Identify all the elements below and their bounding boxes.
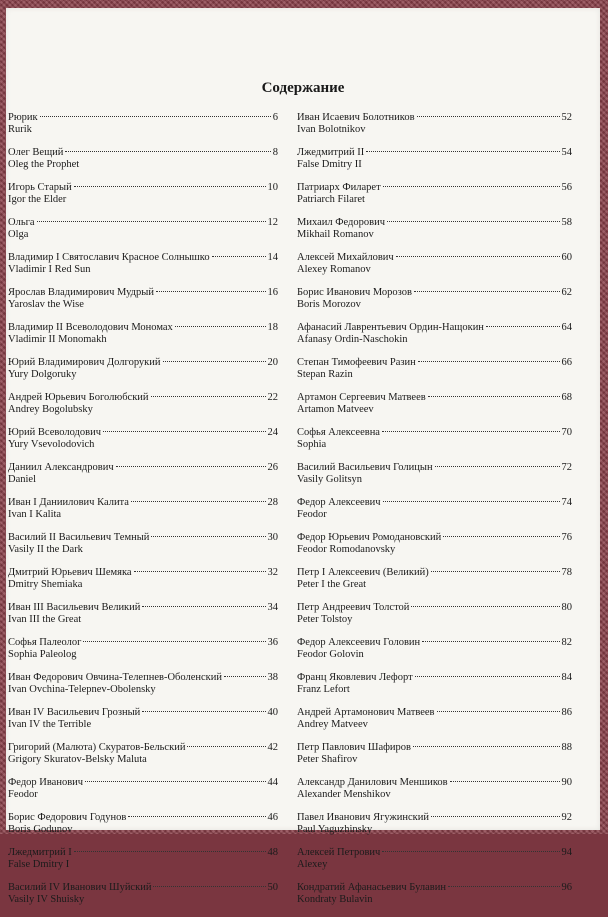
toc-entry-english-name: Sophia — [297, 439, 327, 450]
toc-entry-russian-line — [297, 567, 572, 579]
toc-entry-english-name: Ivan Bolotnikov — [297, 124, 366, 135]
toc-entry-russian-line — [8, 777, 278, 789]
toc-entry-russian-line — [297, 497, 572, 509]
toc-entry-russian-name: Юрий Владимирович Долгорукий — [8, 357, 161, 368]
toc-entry-english-name: Stepan Razin — [297, 369, 353, 380]
toc-entry-russian-name: Лжедмитрий I — [8, 847, 72, 858]
dot-leader — [212, 256, 266, 257]
toc-entry-russian-name: Иван III Васильевич Великий — [8, 602, 141, 613]
dot-leader — [128, 816, 265, 817]
toc-entry-english-name: Ivan I Kalita — [8, 509, 62, 520]
toc-entry — [297, 392, 572, 427]
toc-entry-russian-name: Софья Алексеевна — [297, 427, 380, 438]
toc-entry-russian-name: Олег Вещий — [8, 147, 64, 158]
toc-entry-english-name: Daniel — [8, 474, 36, 485]
toc-entry-page-number: 26 — [267, 462, 278, 473]
toc-entry-english-name: Ivan Ovchina-Telepnev-Obolensky — [8, 684, 156, 695]
dot-leader — [422, 641, 559, 642]
toc-entry-russian-line — [8, 252, 278, 264]
toc-entry-russian-line — [297, 672, 572, 684]
toc-entry-russian-name: Петр Андреевич Толстой — [297, 602, 410, 613]
toc-entry-russian-line — [297, 392, 572, 404]
toc-entry-english-name: Rurik — [8, 124, 32, 135]
dot-leader — [431, 816, 560, 817]
dot-leader — [437, 711, 560, 712]
dot-leader — [486, 326, 560, 327]
toc-entry — [8, 182, 278, 217]
toc-entry-russian-name: Петр Павлович Шафиров — [297, 742, 412, 753]
toc-entry-english-name: Olga — [8, 229, 29, 240]
page-title: Содержание — [261, 80, 345, 96]
toc-entry-russian-name: Рюрик — [8, 112, 38, 123]
toc-entry-english-name: Grigory Skuratov-Belsky Maluta — [8, 754, 147, 765]
toc-entry-russian-name: Борис Иванович Морозов — [297, 287, 412, 298]
toc-entry — [8, 322, 278, 357]
dot-leader — [156, 291, 266, 292]
toc-entry — [297, 287, 572, 322]
toc-entry-russian-line — [297, 357, 572, 369]
dot-leader — [415, 676, 560, 677]
dot-leader — [116, 466, 266, 467]
toc-entry-english-name: Ivan III the Great — [8, 614, 82, 625]
toc-entry-page-number: 50 — [267, 882, 278, 893]
toc-entry-russian-name: Павел Иванович Ягужинский — [297, 812, 429, 823]
toc-entry-english-name: Peter Shafirov — [297, 754, 358, 765]
toc-entry-russian-name: Михаил Федорович — [297, 217, 385, 228]
toc-entry-russian-line — [8, 707, 278, 719]
toc-entry-russian-line — [8, 147, 278, 159]
toc-entry-russian-line — [297, 812, 572, 824]
toc-entry-english-name: Feodor — [297, 509, 327, 520]
toc-entry-russian-line — [8, 882, 278, 894]
toc-entry — [8, 532, 278, 567]
toc-entry-page-number: 62 — [561, 287, 572, 298]
toc-entry — [8, 392, 278, 427]
toc-entry-russian-name: Степан Тимофеевич Разин — [297, 357, 416, 368]
toc-entry-english-name: Boris Morozov — [297, 299, 361, 310]
toc-entry-english-name: False Dmitry II — [297, 159, 362, 170]
toc-entry-russian-name: Василий II Васильевич Темный — [8, 532, 150, 543]
dot-leader — [428, 396, 560, 397]
toc-entry-page-number: 6 — [272, 112, 278, 123]
toc-entry — [297, 427, 572, 462]
dot-leader — [85, 781, 265, 782]
toc-entry-russian-line — [297, 532, 572, 544]
toc-entry-russian-line — [8, 742, 278, 754]
toc-entry-russian-line — [8, 392, 278, 404]
toc-entry-page-number: 70 — [561, 427, 572, 438]
toc-entry-page-number: 18 — [267, 322, 278, 333]
toc-entry-russian-name: Даниил Александрович — [8, 462, 114, 473]
toc-entry-russian-name: Федор Алексеевич Головин — [297, 637, 421, 648]
toc-entry-russian-line — [8, 637, 278, 649]
toc-entry — [8, 637, 278, 672]
book-page — [6, 8, 600, 905]
toc-entry-russian-line — [297, 217, 572, 229]
toc-entry-english-name: Igor the Elder — [8, 194, 67, 205]
toc-entry — [8, 112, 278, 147]
toc-entry-russian-name: Федор Иванович — [8, 777, 84, 788]
toc-entry — [8, 462, 278, 497]
toc-entry-russian-line — [297, 182, 572, 194]
dot-leader — [383, 501, 560, 502]
toc-right-column — [297, 112, 572, 917]
toc-entry-russian-line — [297, 847, 572, 859]
toc-entry-russian-line — [297, 777, 572, 789]
dot-leader — [153, 886, 265, 887]
toc-entry — [8, 812, 278, 847]
dot-leader — [134, 571, 266, 572]
toc-entry — [8, 742, 278, 777]
toc-entry-russian-name: Патриарх Филарет — [297, 182, 381, 193]
toc-entry-page-number: 56 — [561, 182, 572, 193]
toc-entry-page-number: 80 — [561, 602, 572, 613]
toc-entry-page-number: 58 — [561, 217, 572, 228]
toc-entry-page-number: 8 — [272, 147, 278, 158]
toc-entry-english-name: Oleg the Prophet — [8, 159, 80, 170]
dot-leader — [387, 221, 560, 222]
toc-entry — [297, 252, 572, 287]
toc-entry-page-number: 42 — [267, 742, 278, 753]
toc-entry-page-number: 74 — [561, 497, 572, 508]
toc-entry-page-number: 48 — [267, 847, 278, 858]
toc-entry-russian-name: Артамон Сергеевич Матвеев — [297, 392, 426, 403]
toc-entry-russian-line — [8, 497, 278, 509]
toc-entry-english-name: Vasily II the Dark — [8, 544, 83, 555]
toc-entry-english-name: Andrey Bogolubsky — [8, 404, 93, 415]
toc-entry-page-number: 28 — [267, 497, 278, 508]
dot-leader — [382, 851, 559, 852]
toc-entry-page-number: 10 — [267, 182, 278, 193]
toc-entry-page-number: 76 — [561, 532, 572, 543]
toc-entry — [8, 567, 278, 602]
toc-entry-english-name: Vasily Golitsyn — [297, 474, 363, 485]
toc-entry-russian-line — [297, 602, 572, 614]
toc-entry-english-name: Peter I the Great — [297, 579, 367, 590]
toc-entry-russian-line — [8, 322, 278, 334]
toc-entry-russian-line — [297, 287, 572, 299]
toc-entry — [297, 462, 572, 497]
toc-entry-page-number: 66 — [561, 357, 572, 368]
dot-leader — [435, 466, 560, 467]
dot-leader — [163, 361, 266, 362]
toc-entry-page-number: 52 — [561, 112, 572, 123]
toc-entry-russian-name: Василий IV Иванович Шуйский — [8, 882, 152, 893]
toc-entry-page-number: 90 — [561, 777, 572, 788]
toc-entry-russian-line — [297, 742, 572, 754]
toc-entry — [8, 707, 278, 742]
dot-leader — [382, 431, 560, 432]
toc-entry — [8, 777, 278, 812]
toc-entry-page-number: 72 — [561, 462, 572, 473]
toc-entry-russian-line — [297, 707, 572, 719]
dot-leader — [151, 396, 266, 397]
toc-entry-english-name: Feodor Romodanovsky — [297, 544, 396, 555]
toc-entry — [297, 672, 572, 707]
dot-leader — [411, 606, 559, 607]
toc-entry-page-number: 94 — [561, 847, 572, 858]
dot-leader — [417, 116, 560, 117]
dot-leader — [83, 641, 265, 642]
toc-entry-page-number: 34 — [267, 602, 278, 613]
toc-entry-russian-name: Андрей Артамонович Матвеев — [297, 707, 435, 718]
toc-entry-russian-name: Иван IV Васильевич Грозный — [8, 707, 141, 718]
toc-entry-page-number: 38 — [267, 672, 278, 683]
toc-entry — [297, 742, 572, 777]
toc-entry-russian-name: Софья Палеолог — [8, 637, 82, 648]
toc-entry-english-name: Mikhail Romanov — [297, 229, 374, 240]
toc-entry-page-number: 96 — [561, 882, 572, 893]
toc-entry-russian-name: Иван I Даниилович Калита — [8, 497, 129, 508]
toc-entry-page-number: 24 — [267, 427, 278, 438]
toc-entry-english-name: Vladimir II Monomakh — [8, 334, 107, 345]
toc-entry — [8, 602, 278, 637]
toc-entry-russian-name: Федор Юрьевич Ромодановский — [297, 532, 442, 543]
toc-entry-english-name: Vladimir I Red Sun — [8, 264, 91, 275]
dot-leader — [142, 711, 265, 712]
toc-entry-english-name: Alexey Romanov — [297, 264, 371, 275]
toc-entry — [297, 847, 572, 882]
toc-entry-russian-line — [8, 567, 278, 579]
toc-entry-russian-name: Василий Васильевич Голицын — [297, 462, 433, 473]
toc-entry-russian-line — [8, 462, 278, 474]
toc-entry-russian-name: Алексей Михайлович — [297, 252, 394, 263]
toc-entry-english-name: Peter Tolstoy — [297, 614, 353, 625]
toc-entry-page-number: 30 — [267, 532, 278, 543]
toc-left-column — [8, 112, 278, 917]
toc-entry-page-number: 22 — [267, 392, 278, 403]
toc-entry-page-number: 40 — [267, 707, 278, 718]
dot-leader — [396, 256, 560, 257]
toc-entry-english-name: Yury Dolgoruky — [8, 369, 77, 380]
toc-entry-english-name: Boris Godunov — [8, 824, 73, 835]
toc-entry — [8, 497, 278, 532]
toc-entry — [297, 147, 572, 182]
toc-entry-russian-name: Федор Алексеевич — [297, 497, 381, 508]
dot-leader — [224, 676, 266, 677]
toc-entry-page-number: 36 — [267, 637, 278, 648]
toc-entry-english-name: Dmitry Shemiaka — [8, 579, 83, 590]
toc-entry-russian-name: Ольга — [8, 217, 35, 228]
dot-leader — [103, 431, 266, 432]
toc-entry-russian-name: Алексей Петрович — [297, 847, 381, 858]
toc-entry-english-name: Kondraty Bulavin — [297, 894, 373, 905]
toc-entry — [297, 357, 572, 392]
toc-entry — [8, 427, 278, 462]
toc-entry-russian-line — [8, 287, 278, 299]
toc-entry — [297, 112, 572, 147]
toc-entry-russian-line — [8, 812, 278, 824]
toc-entry — [8, 882, 278, 917]
toc-entry-russian-line — [8, 182, 278, 194]
dot-leader — [383, 186, 560, 187]
dot-leader — [413, 746, 559, 747]
toc-entry-russian-name: Кондратий Афанасьевич Булавин — [297, 882, 446, 893]
toc-entry-english-name: False Dmitry I — [8, 859, 70, 870]
dot-leader — [131, 501, 266, 502]
toc-entry-russian-name: Иван Федорович Овчина-Телепнев-Оболенский — [8, 672, 222, 683]
toc-entry — [297, 707, 572, 742]
toc-entry — [8, 147, 278, 182]
toc-entry-page-number: 20 — [267, 357, 278, 368]
toc-entry-english-name: Vasily IV Shuisky — [8, 894, 85, 905]
toc-entry-page-number: 86 — [561, 707, 572, 718]
toc-entry-russian-line — [297, 882, 572, 894]
toc-entry-english-name: Yaroslav the Wise — [8, 299, 84, 310]
toc-entry-english-name: Sophia Paleolog — [8, 649, 77, 660]
toc-entry — [297, 777, 572, 812]
toc-entry-russian-name: Иван Исаевич Болотников — [297, 112, 415, 123]
toc-entry-russian-name: Владимир I Святославич Красное Солнышко — [8, 252, 210, 263]
toc-entry-russian-line — [297, 462, 572, 474]
toc-entry-russian-line — [8, 217, 278, 229]
dot-leader — [74, 851, 266, 852]
dot-leader — [450, 781, 560, 782]
dot-leader — [142, 606, 265, 607]
toc-entry-page-number: 92 — [561, 812, 572, 823]
toc-entry-english-name: Feodor — [8, 789, 38, 800]
toc-entry-russian-name: Александр Данилович Меншиков — [297, 777, 448, 788]
toc-entry-page-number: 82 — [561, 637, 572, 648]
toc-entry — [8, 672, 278, 707]
toc-entry-russian-name: Ярослав Владимирович Мудрый — [8, 287, 154, 298]
dot-leader — [443, 536, 559, 537]
toc-entry-english-name: Patriarch Filaret — [297, 194, 365, 205]
dot-leader — [40, 116, 271, 117]
toc-entry-page-number: 68 — [561, 392, 572, 403]
toc-entry-english-name: Ivan IV the Terrible — [8, 719, 92, 730]
dot-leader — [418, 361, 560, 362]
toc-entry-english-name: Andrey Matveev — [297, 719, 368, 730]
toc-entry — [8, 252, 278, 287]
toc-entry-russian-line — [297, 637, 572, 649]
toc-entry-page-number: 32 — [267, 567, 278, 578]
toc-entry — [297, 182, 572, 217]
toc-entry-russian-line — [8, 357, 278, 369]
toc-entry-page-number: 16 — [267, 287, 278, 298]
toc-entry — [297, 217, 572, 252]
toc-entry-page-number: 54 — [561, 147, 572, 158]
toc-entry — [297, 882, 572, 917]
toc-entry-page-number: 12 — [267, 217, 278, 228]
toc-entry-page-number: 84 — [561, 672, 572, 683]
toc-entry — [297, 602, 572, 637]
toc-entry — [297, 567, 572, 602]
toc-entry-russian-line — [297, 147, 572, 159]
toc-entry-page-number: 44 — [267, 777, 278, 788]
dot-leader — [414, 291, 560, 292]
toc-entry-english-name: Franz Lefort — [297, 684, 350, 695]
toc-entry-english-name: Alexander Menshikov — [297, 789, 391, 800]
toc-entry — [8, 217, 278, 252]
toc-entry — [297, 532, 572, 567]
dot-leader — [366, 151, 559, 152]
toc-entry-russian-line — [8, 602, 278, 614]
toc-entry-russian-name: Франц Яковлевич Лефорт — [297, 672, 413, 683]
dot-leader — [175, 326, 266, 327]
toc-entry-english-name: Artamon Matveev — [297, 404, 374, 415]
toc-entry-russian-line — [8, 532, 278, 544]
toc-entry — [297, 637, 572, 672]
dot-leader — [448, 886, 560, 887]
toc-entry-russian-name: Борис Федорович Годунов — [8, 812, 127, 823]
toc-entry — [297, 812, 572, 847]
toc-entry-english-name: Yury Vsevolodovich — [8, 439, 95, 450]
toc-entry-page-number: 46 — [267, 812, 278, 823]
toc-entry-page-number: 64 — [561, 322, 572, 333]
toc-entry-russian-name: Дмитрий Юрьевич Шемяка — [8, 567, 132, 578]
dot-leader — [74, 186, 266, 187]
dot-leader — [37, 221, 266, 222]
toc-entry-russian-line — [8, 427, 278, 439]
toc-entry — [8, 847, 278, 882]
dot-leader — [65, 151, 270, 152]
toc-entry — [8, 357, 278, 392]
toc-entry-english-name: Paul Yaguzhinsky — [297, 824, 373, 835]
toc-entry-russian-name: Игорь Старый — [8, 182, 72, 193]
toc-entry-russian-name: Юрий Всеволодович — [8, 427, 101, 438]
dot-leader — [187, 746, 265, 747]
toc-entry-russian-line — [297, 112, 572, 124]
toc-entry — [297, 322, 572, 357]
toc-entry-russian-line — [297, 322, 572, 334]
toc-entry — [8, 287, 278, 322]
toc-entry-russian-name: Андрей Юрьевич Боголюбский — [8, 392, 149, 403]
toc-entry-russian-name: Лжедмитрий II — [297, 147, 365, 158]
toc-entry-russian-line — [8, 847, 278, 859]
dot-leader — [151, 536, 265, 537]
toc-entry-page-number: 14 — [267, 252, 278, 263]
toc-entry-page-number: 88 — [561, 742, 572, 753]
toc-entry-russian-line — [8, 672, 278, 684]
toc-entry-russian-name: Владимир II Всеволодович Мономах — [8, 322, 173, 333]
toc-entry-english-name: Alexey — [297, 859, 328, 870]
toc-entry-russian-name: Петр I Алексеевич (Великий) — [297, 567, 429, 578]
toc-entry-page-number: 78 — [561, 567, 572, 578]
toc-entry-russian-line — [297, 427, 572, 439]
dot-leader — [431, 571, 560, 572]
toc-entry-russian-name: Афанасий Лаврентьевич Ордин-Нащокин — [297, 322, 484, 333]
toc-entry-russian-line — [8, 112, 278, 124]
toc-entry — [297, 497, 572, 532]
toc-entry-russian-line — [297, 252, 572, 264]
toc-entry-russian-name: Григорий (Малюта) Скуратов-Бельский — [8, 742, 186, 753]
toc-entry-english-name: Afanasy Ordin-Naschokin — [297, 334, 408, 345]
toc-entry-english-name: Feodor Golovin — [297, 649, 364, 660]
toc-entry-page-number: 60 — [561, 252, 572, 263]
